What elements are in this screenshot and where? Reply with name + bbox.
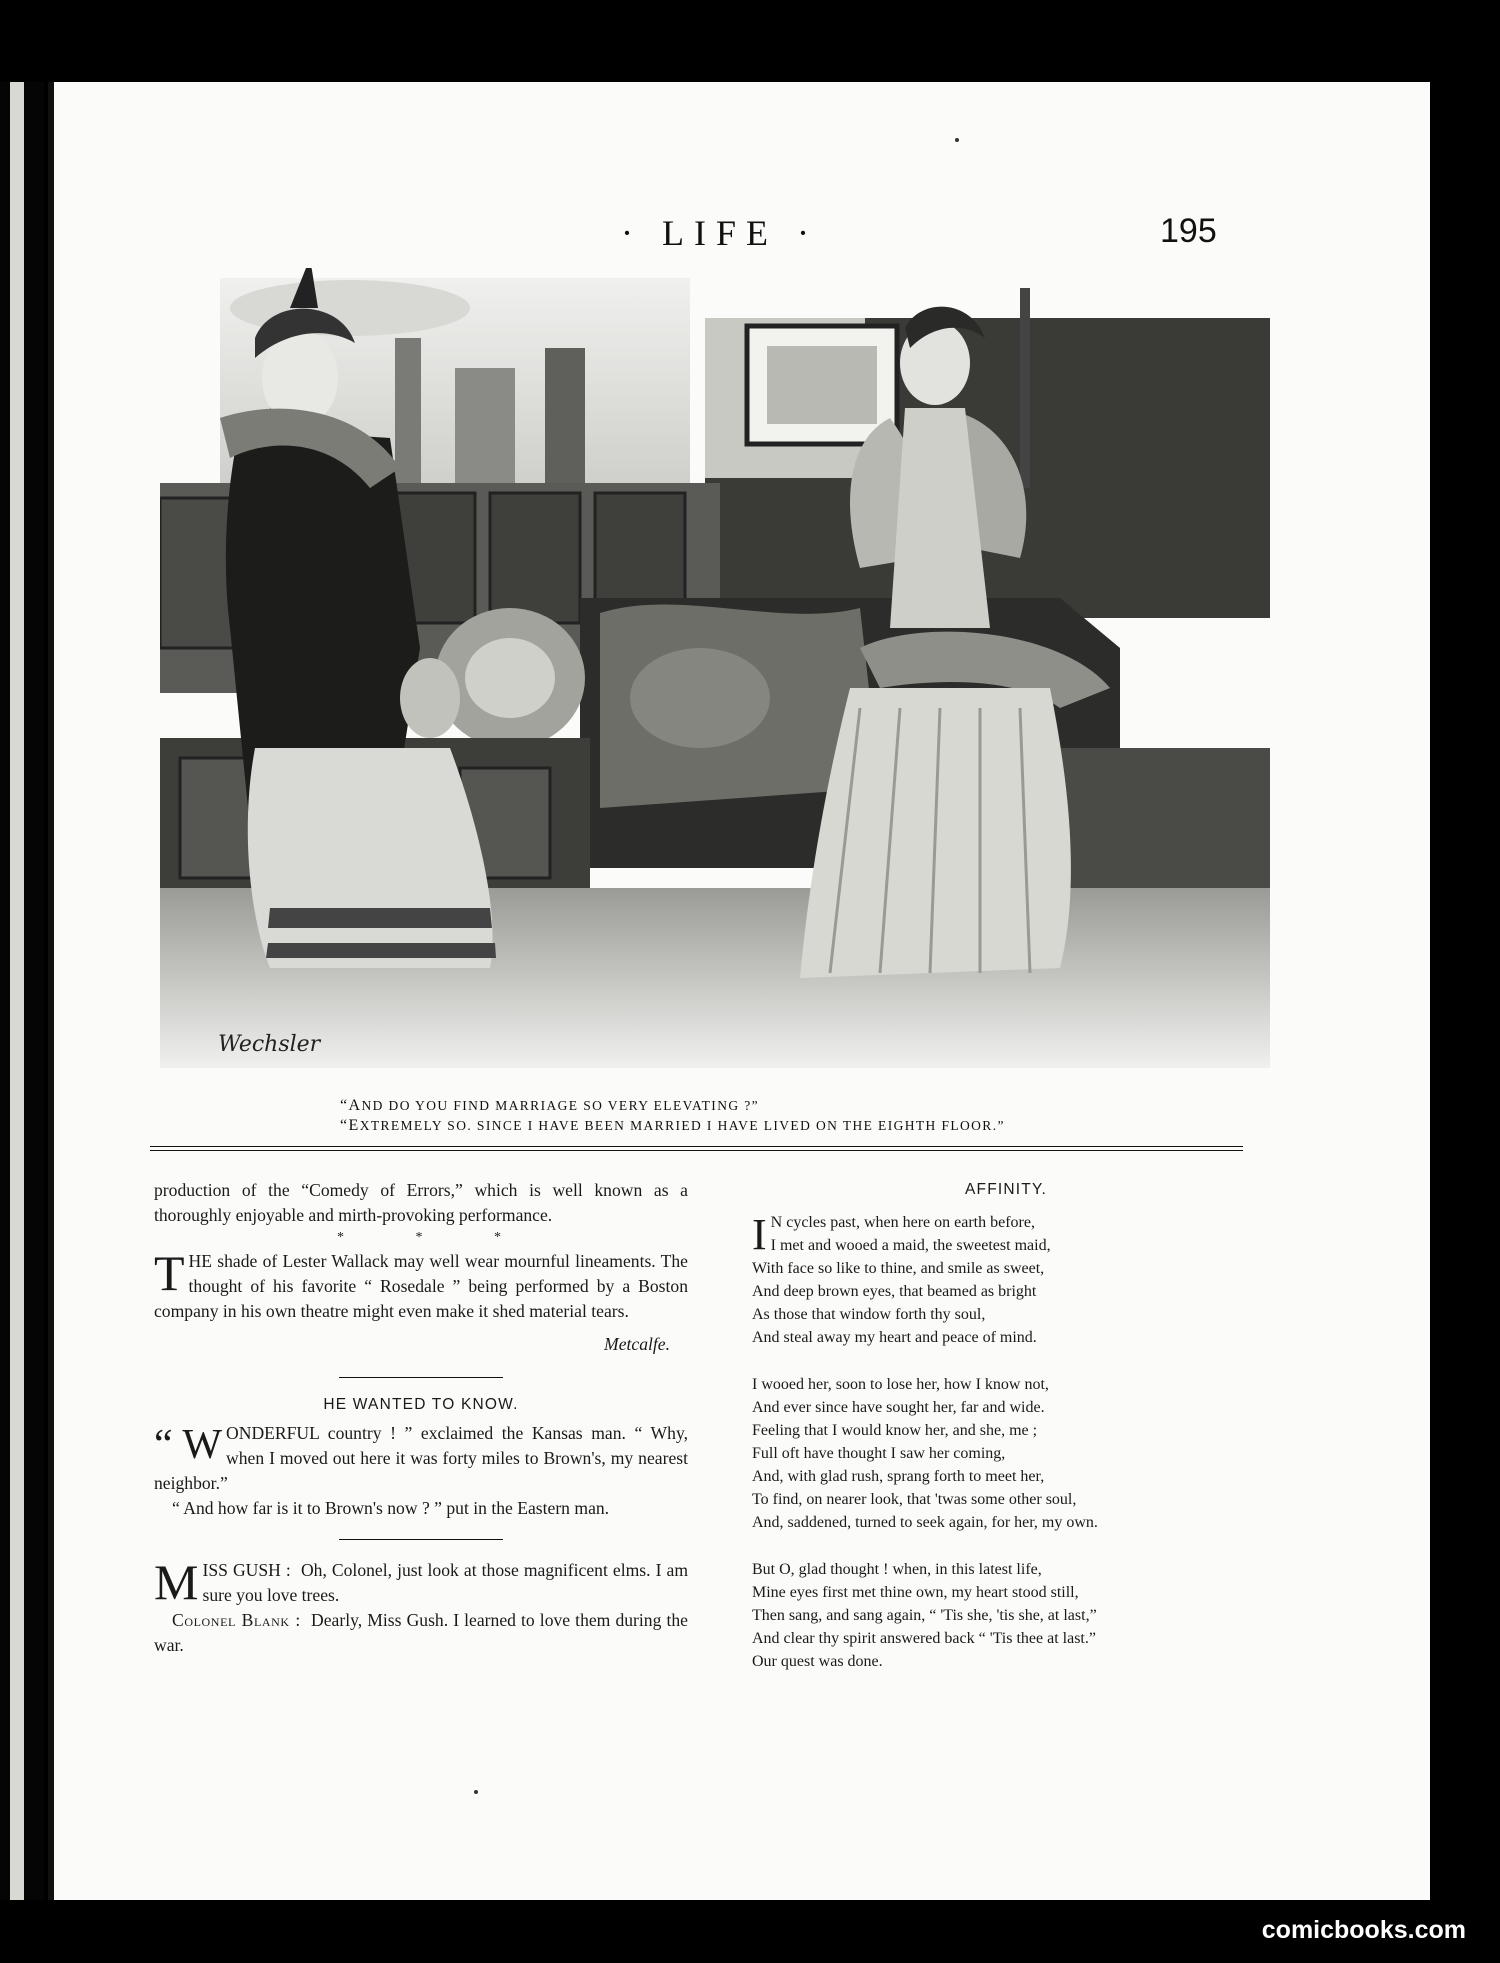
page-number: 195 <box>1160 212 1217 250</box>
print-speck <box>955 138 959 142</box>
poem-line: To find, on nearer look, that 'twas some other soul, <box>752 1491 1077 1508</box>
poem-line: And steal away my heart and peace of mind. <box>752 1329 1037 1346</box>
gush-paragraph <box>154 1554 689 1610</box>
page-spine <box>48 82 54 1900</box>
poem-line: Feeling that I would know her, and she, me ; <box>752 1422 1038 1439</box>
poem-line: As those that window forth thy soul, <box>752 1306 986 1323</box>
poem-line: And clear thy spirit answered back “ 'Tis thee at last.” <box>752 1630 1096 1647</box>
section-divider <box>150 1146 1243 1151</box>
caption-line-2: “EXTREMELY SO. SINCE I HAVE BEEN MARRIED I HAVE LIVED ON THE EIGHTH FLOOR.” <box>340 1117 1005 1134</box>
dropcap-t: T <box>154 1245 185 1301</box>
poem-column <box>752 1178 1222 1673</box>
dropcap-w: “ W <box>154 1422 223 1468</box>
poem-line: With face so like to thine, and smile as sweet, <box>752 1260 1045 1277</box>
magazine-title: · LIFE · <box>621 213 819 253</box>
attribution: Metcalfe. <box>604 1334 670 1354</box>
caption-line-1: “AND DO YOU FIND MARRIAGE SO VERY ELEVATING ?” <box>340 1097 760 1114</box>
facing-page-strip <box>10 82 24 1900</box>
wallack-text: HE shade of Lester Wallack may well wear mournful lineaments. The thought of his favorite “ Rosedale ” being performed by a Boston company in his own theatre might even make it shed material tears. <box>154 1251 688 1321</box>
poem-line: And, saddened, turned to seek again, for her, my own. <box>752 1514 1098 1531</box>
intro-paragraph: production of the “Comedy of Errors,” which is well known as a thoroughly enjoyable and mirth-provoking performance. <box>154 1180 688 1225</box>
poem-stanza-2 <box>752 1373 1222 1534</box>
poem-line: N cycles past, when here on earth before, <box>770 1214 1035 1231</box>
colonel-speaker: Colonel Blank : <box>172 1610 301 1630</box>
poem-title: AFFINITY. <box>965 1181 1047 1198</box>
site-watermark: comicbooks.com <box>1261 1916 1466 1944</box>
dropcap-i: I <box>752 1210 767 1259</box>
poem-line: I met and wooed a maid, the sweetest maid, <box>770 1237 1051 1254</box>
poem-line: But O, glad thought ! when, in this latest life, <box>752 1561 1042 1578</box>
poem-line: I wooed her, soon to lose her, how I know not, <box>752 1376 1049 1393</box>
print-speck <box>474 1790 478 1794</box>
kansas-paragraph <box>154 1421 688 1496</box>
parlor-illustration <box>160 268 1270 1068</box>
eastern-paragraph: “ And how far is it to Brown's now ? ” put in the Eastern man. <box>172 1498 610 1518</box>
section-heading: HE WANTED TO KNOW. <box>323 1396 519 1413</box>
poem-line: Mine eyes first met thine own, my heart stood still, <box>752 1584 1079 1601</box>
poem-line: And, with glad rush, sprang forth to meet her, <box>752 1468 1045 1485</box>
poem-stanza-1 <box>752 1211 1222 1349</box>
colonel-paragraph <box>154 1608 688 1658</box>
kansas-text: ONDERFUL country ! ” exclaimed the Kansas man. “ Why, when I moved out here it was forty miles to Brown's, my nearest neighbor.” <box>154 1423 688 1493</box>
left-column <box>154 1178 688 1658</box>
gush-speaker: ISS GUSH : <box>202 1560 291 1580</box>
gush-text: Oh, Colonel, just look at those magnificent elms. I am sure you love trees. <box>202 1560 689 1605</box>
short-rule <box>339 1377 503 1378</box>
poem-line: Our quest was done. <box>752 1653 883 1670</box>
dropcap-m: M <box>154 1554 199 1610</box>
artist-signature: Wechsler <box>218 1032 321 1057</box>
short-rule <box>339 1539 503 1540</box>
poem-line: Then sang, and sang again, “ 'Tis she, 'tis she, at last,” <box>752 1607 1097 1624</box>
poem-line: And deep brown eyes, that beamed as bright <box>752 1283 1037 1300</box>
section-stars: * * * <box>337 1230 535 1245</box>
colonel-text: Dearly, Miss Gush. I learned to love them during the war. <box>154 1610 688 1655</box>
poem-stanza-3 <box>752 1558 1222 1673</box>
poem-line: Full oft have thought I saw her coming, <box>752 1445 1006 1462</box>
wallack-paragraph <box>154 1245 688 1324</box>
poem-line: And ever since have sought her, far and wide. <box>752 1399 1045 1416</box>
